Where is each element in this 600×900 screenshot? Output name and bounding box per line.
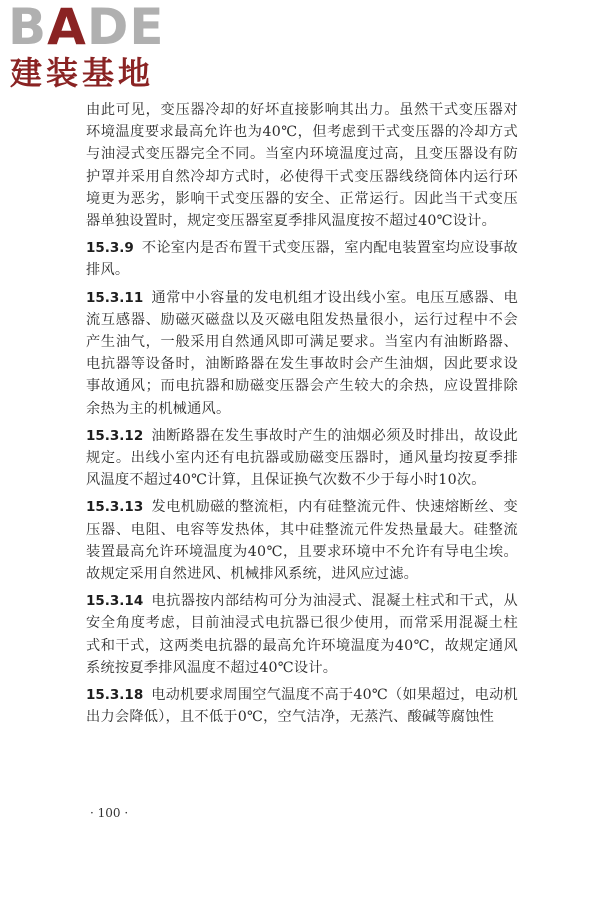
- clause-15-3-14: [86, 590, 518, 679]
- clause-number: 15.3.9: [86, 240, 134, 257]
- paragraph-text: 由此可见，变压器冷却的好坏直接影响其出力。虽然干式变压器对环境温度要求最高允许也为40℃，但考虑到干式变压器的冷却方式与油浸式变压器完全不同。当室内环境温度过高，且变压器设有防护罩并采用自然冷却方式时，必使得干式变压器线绕筒体内运行环境更为恶劣，影响干式变压器的安全、正常运行。因此当干式变压器单独设置时，规定变压器室夏季排风温度按不超过40℃设计。: [86, 102, 518, 230]
- clause-text: 发电机励磁的整流柜，内有硅整流元件、快速熔断丝、变压器、电阻、电容等发热体，其中硅整流元件发热量最大。硅整流装置最高允许环境温度为40℃，且要求环境中不允许有导电尘埃。故规定采用自然进风、机械排风系统，进风应过滤。: [86, 499, 518, 583]
- logo-letters-de: DE: [86, 0, 165, 56]
- document-body: [86, 99, 518, 733]
- clause-number: 15.3.14: [86, 593, 144, 610]
- clause-text: 电抗器按内部结构可分为油浸式、混凝土柱式和干式，从安全角度考虑，目前油浸式电抗器已很少使用，而常采用混凝土柱式和干式，这两类电抗器的最高允许环境温度为40℃，故规定通风系统按夏季排风温度不超过40℃设计。: [86, 593, 518, 676]
- clause-text: 通常中小容量的发电机组才设出线小室。电压互感器、电流互感器、励磁灭磁盘以及灭磁电阻发热量很小，运行过程中不会产生油气，一般采用自然通风即可满足要求。当室内有油断路器、电抗器等设备时，油断路器在发生事故时会产生油烟，因此要求设事故通风；而电抗器和励磁变压器会产生较大的余热，应设置排除余热为主的机械通风。: [86, 289, 518, 417]
- logo-letter-b: B: [8, 0, 48, 56]
- clause-15-3-13: [86, 496, 518, 585]
- brand-logo: [8, 2, 178, 94]
- clause-15-3-11: [86, 287, 518, 420]
- clause-text: 电动机要求周围空气温度不高于40℃（如果超过，电动机出力会降低），且不低于0℃，空气洁净，无蒸汽、酸碱等腐蚀性: [86, 687, 518, 726]
- clause-text: 不论室内是否布置干式变压器，室内配电装置室均应设事故排风。: [86, 240, 518, 279]
- clause-number: 15.3.18: [86, 687, 144, 704]
- clause-text: 油断路器在发生事故时产生的油烟必须及时排出，故设此规定。出线小室内还有电抗器或励磁变压器时，通风量均按夏季排风温度不超过40℃计算，且保证换气次数不少于每小时10次。: [86, 427, 518, 489]
- clause-15-3-18: [86, 684, 518, 728]
- logo-subtitle: 建装基地: [10, 54, 155, 92]
- paragraph-intro: [86, 99, 518, 232]
- clause-15-3-9: [86, 237, 518, 281]
- logo-wordmark: [8, 0, 165, 56]
- clause-number: 15.3.12: [86, 427, 144, 444]
- clause-number: 15.3.11: [86, 289, 144, 306]
- clause-number: 15.3.13: [86, 499, 144, 516]
- clause-15-3-12: [86, 425, 518, 492]
- page-number: · 100 ·: [90, 806, 129, 820]
- logo-letter-a: A: [47, 0, 87, 56]
